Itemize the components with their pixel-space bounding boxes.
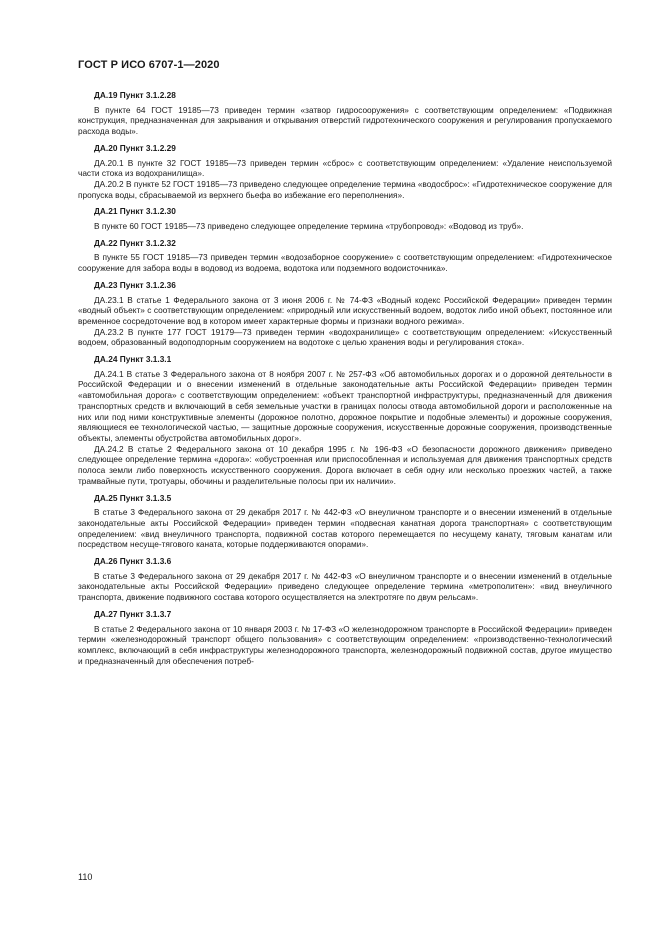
section-heading: ДА.23 Пункт 3.1.2.36 xyxy=(94,279,176,290)
paragraph: В статье 3 Федерального закона от 29 декабря 2017 г. № 442-ФЗ «О внеуличном транспорте и о внесении изменений в отдельные законодательные акты Российской Федерации» приведен термин «подвесная канатная дорога транспортная» с соответствующим определением: «вид внеуличного транспорта, подвижной состав которого перемещается по несущему канату, тяговым канатам или посредством несуще-тягового каната, которые поддерживаются опорами». xyxy=(78,507,612,550)
section-heading: ДА.27 Пункт 3.1.3.7 xyxy=(94,608,172,619)
section-heading: ДА.21 Пункт 3.1.2.30 xyxy=(94,206,176,217)
section-da26 xyxy=(78,556,612,603)
section-heading: ДА.20 Пункт 3.1.2.29 xyxy=(94,142,176,153)
section-da19 xyxy=(78,90,612,137)
paragraph: ДА.20.2 В пункте 52 ГОСТ 19185—73 приведено следующее определение термина «водосброс»: «Гидротехническое сооружение для пропуска воды, сбрасываемой из верхнего бьефа во избежание его переполнения». xyxy=(78,178,612,200)
paragraph: ДА.23.1 В статье 1 Федерального закона от 3 июня 2006 г. № 74-ФЗ «Водный кодекс Российской Федерации» приведен термин «водный объект» с соответствующим определением: «природный или искусственный водоем, водоток либо иной объект, постоянное или временное сосредоточение вод в котором имеет характерные формы и признаки водного режима». xyxy=(78,294,612,326)
section-heading: ДА.19 Пункт 3.1.2.28 xyxy=(94,90,176,100)
section-heading: ДА.25 Пункт 3.1.3.5 xyxy=(94,492,172,503)
section-da20 xyxy=(78,143,612,201)
document-body xyxy=(78,90,612,672)
section-da21 xyxy=(78,206,612,231)
section-da24 xyxy=(78,354,612,486)
paragraph: ДА.23.2 В пункте 177 ГОСТ 19179—73 приведен термин «водохранилище» с соответствующим определением: «Искусственный водоем, образованный водоподпорным сооружением на водотоке с целью хранения воды и регулирования стока». xyxy=(78,326,612,348)
paragraph: В пункте 60 ГОСТ 19185—73 приведено следующее определение термина «трубопровод»: «Водовод из труб». xyxy=(94,221,524,232)
paragraph: В пункте 64 ГОСТ 19185—73 приведен термин «затвор гидросооружения» с соответствующим определением: «Подвижная конструкция, предназначенная для закрывания и открывания отверстий гидротехнического сооружения и регулирования пропускаемого расхода воды». xyxy=(78,104,612,137)
section-da23 xyxy=(78,280,612,348)
page-number: 110 xyxy=(78,872,93,882)
paragraph: ДА.20.1 В пункте 32 ГОСТ 19185—73 приведен термин «сброс» с соответствующим определением: «Удаление неиспользуемой части стока из водохранилища». xyxy=(78,157,612,179)
section-da27 xyxy=(78,609,612,667)
paragraph: В статье 3 Федерального закона от 29 декабря 2017 г. № 442-ФЗ «О внеуличном транспорте и о внесении изменений в отдельные законодательные акты Российской Федерации» приведено следующее определение термина «метрополитен»: «вид внеуличного транспорта, движение подвижного состава которого осуществляется на электротяге по двум рельсам». xyxy=(78,570,612,603)
paragraph: В пункте 55 ГОСТ 19185—73 приведен термин «водозаборное сооружение» с соответствующим определением: «Гидротехническое сооружение для забора воды в водовод из водоема, водотока или подземного водоисточника». xyxy=(78,252,612,274)
section-heading: ДА.22 Пункт 3.1.2.32 xyxy=(94,237,176,248)
section-heading: ДА.26 Пункт 3.1.3.6 xyxy=(94,556,172,567)
document-header: ГОСТ Р ИСО 6707-1—2020 xyxy=(78,59,220,71)
section-da25 xyxy=(78,493,612,551)
section-heading: ДА.24 Пункт 3.1.3.1 xyxy=(94,354,172,365)
paragraph: ДА.24.1 В статье 3 Федерального закона от 8 ноября 2007 г. № 257-ФЗ «Об автомобильных дорогах и о дорожной деятельности в Российской Федерации и о внесении изменений в отдельные законодательные акты Российской Федерации» приведен термин «автомобильная дорога» с соответствующим определением: «объект транспортной инфраструктуры, предназначенный для движения транспортных средств и включающий в себя земельные участки в границах полосы отвода автомобильной дороги и расположенные на них или под ними конструктивные элементы (дорожное полотно, дорожное покрытие и подобные элементы) и дорожные сооружения, являющиеся ее технологической частью, — защитные дорожные сооружения, искусственные дорожные сооружения, производственные объекты, элементы обустройства автомобильных дорог». xyxy=(78,368,612,443)
paragraph: ДА.24.2 В статье 2 Федерального закона от 10 декабря 1995 г. № 196-ФЗ «О безопасности дорожного движения» приведено следующее определение термина «дорога»: «обустроенная или приспособленная и используемая для движения транспортных средств полоса земли либо поверхность искусственного сооружения. Дорога включает в себя одну или несколько проезжих частей, а также трамвайные пути, тротуары, обочины и разделительные полосы при их наличии». xyxy=(78,443,612,486)
section-da22 xyxy=(78,238,612,274)
paragraph: В статье 2 Федерального закона от 10 января 2003 г. № 17-ФЗ «О железнодорожном транспорте в Российской Федерации» приведен термин «железнодорожный транспорт общего пользования» с соответствующим определением: «производственно-технологический комплекс, включающий в себя инфраструктуры железнодорожного транспорта, железнодорожный подвижной состав, другое имущество и предназначенный для обеспечения потреб- xyxy=(78,623,612,666)
